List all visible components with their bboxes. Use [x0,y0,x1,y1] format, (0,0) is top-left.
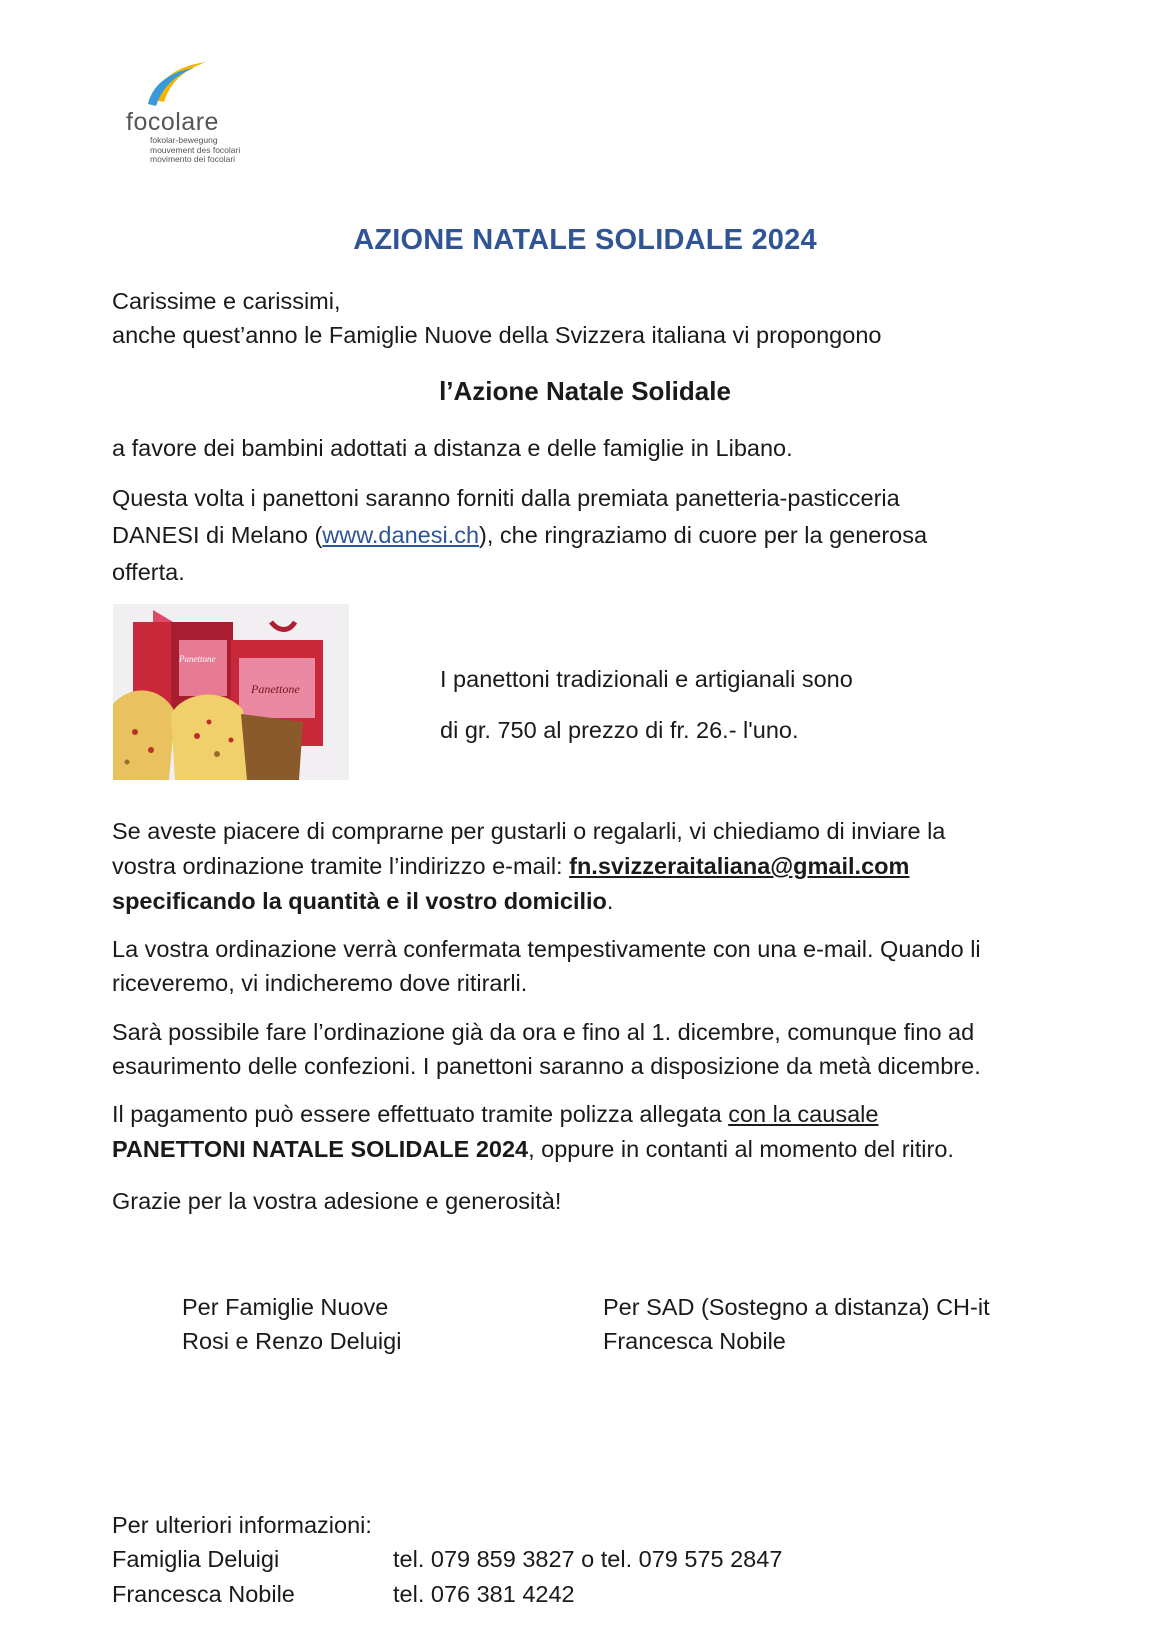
thanks-text: Grazie per la vostra adesione e generosità! [112,1188,562,1214]
contacts-heading: Per ulteriori informazioni: [112,1512,372,1538]
intro-text: anche quest’anno le Famiglie Nuove della Svizzera italiana vi propongono [112,322,882,348]
payment-line-2: PANETTONI NATALE SOLIDALE 2024, oppure in contanti al momento del ritiro. [112,1136,954,1162]
confirm-line-2: riceveremo, vi indicheremo dove ritirarli. [112,970,528,996]
danesi-link[interactable]: www.danesi.ch [322,522,480,548]
order-line-3: specificando la quantità e il vostro domicilio. [112,888,614,914]
logo-subtitle: fokolar-bewegung mouvement des focolari movimento dei focolari [150,135,241,164]
signature-right: Per SAD (Sostegno a distanza) CH-it Francesca Nobile [603,1294,990,1354]
timing-line-2: esaurimento delle confezioni. I panettoni saranno a disposizione da metà dicembre. [112,1053,981,1079]
provider-line-2: DANESI di Melano (www.danesi.ch), che ringraziamo di cuore per la generosa [112,522,928,548]
product-line-2: di gr. 750 al prezzo di fr. 26.- l'uno. [440,717,799,743]
order-line-1: Se aveste piacere di comprarne per gustarli o regalarli, vi chiediamo di inviare la [112,818,946,844]
subtitle: l’Azione Natale Solidale [439,376,731,406]
contact-row: Francesca Nobile [112,1581,295,1607]
box-label-left: Panettone [179,654,216,664]
focolare-logo [122,58,262,168]
greeting: Carissime e carissimi, [112,288,341,314]
contact-row: Famiglia Deluigi [112,1546,280,1572]
contact-phone: tel. 076 381 4242 [393,1581,575,1607]
purpose-text: a favore dei bambini adottati a distanza e delle famiglie in Libano. [112,435,793,461]
logo-swoosh-icon [144,58,224,108]
confirm-line-1: La vostra ordinazione verrà confermata tempestivamente con una e-mail. Quando li [112,936,981,962]
signature-left: Per Famiglie Nuove Rosi e Renzo Deluigi [182,1294,402,1354]
provider-line-1: Questa volta i panettoni saranno forniti dalla premiata panetteria-pasticceria [112,485,900,511]
order-line-2: vostra ordinazione tramite l’indirizzo e-mail: fn.svizzeraitaliana@gmail.com [112,853,910,879]
payment-line-1: Il pagamento può essere effettuato tramite polizza allegata con la causale [112,1101,879,1127]
provider-line-3: offerta. [112,559,185,585]
order-email[interactable]: fn.svizzeraitaliana@gmail.com [569,853,910,879]
panettone-photo [113,604,349,780]
timing-line-1: Sarà possibile fare l’ordinazione già da ora e fino al 1. dicembre, comunque fino ad [112,1019,975,1045]
contact-phone: tel. 079 859 3827 o tel. 079 575 2847 [393,1546,783,1572]
product-line-1: I panettoni tradizionali e artigianali sono [440,666,853,692]
box-label-right: Panettone [251,682,300,696]
logo-word: focolare [126,108,219,136]
page-title: AZIONE NATALE SOLIDALE 2024 [353,224,817,256]
